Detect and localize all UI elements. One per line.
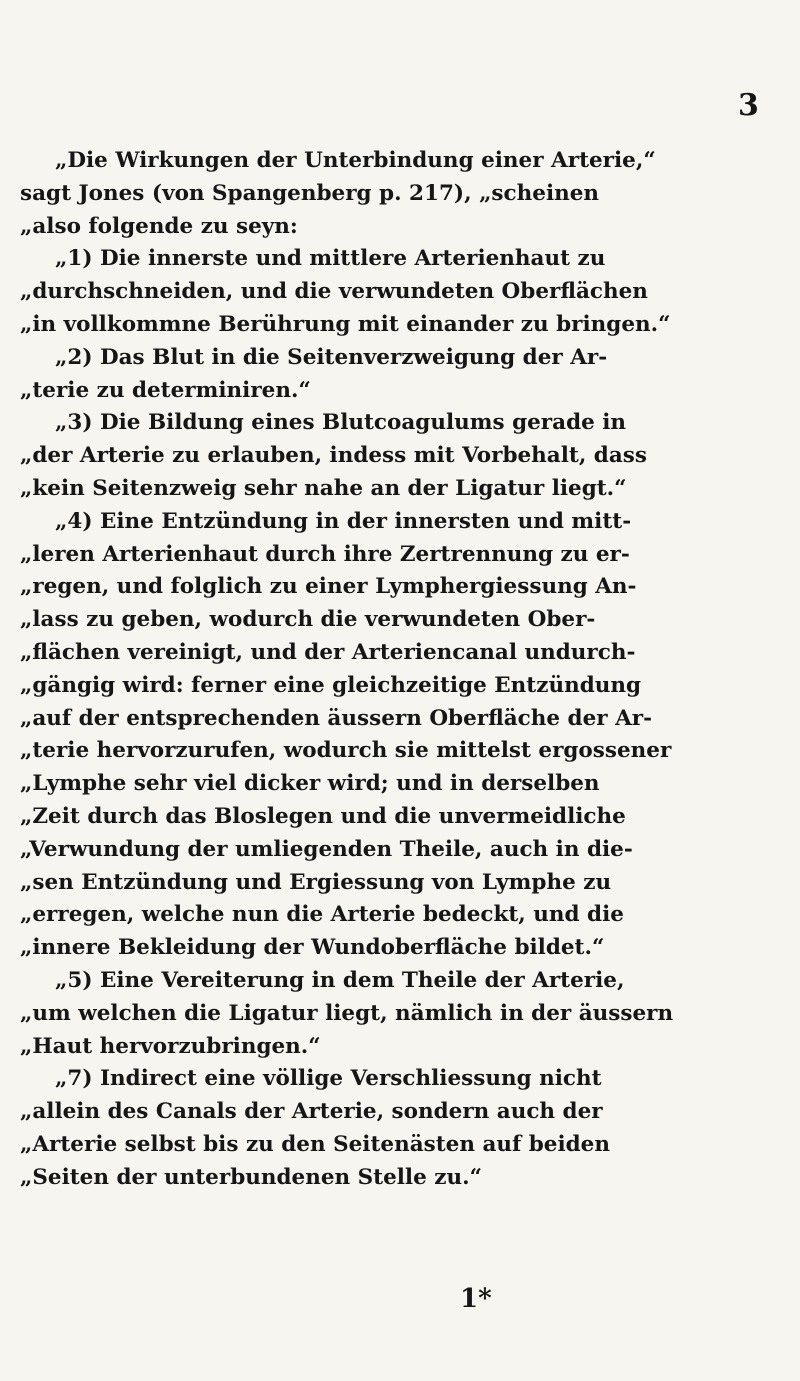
text-line: „leren Arterienhaut durch ihre Zertrennung zu er- — [20, 541, 630, 567]
text-line: „flächen vereinigt, und der Arteriencanal undurch- — [20, 639, 636, 665]
text-line: „7) Indirect eine völlige Verschliessung nicht — [55, 1066, 602, 1092]
text-line: „4) Eine Entzündung in der innersten und mitt- — [55, 508, 632, 534]
text-line: sagt Jones (von Spangenberg p. 217), „scheinen — [20, 180, 600, 206]
text-line: „Arterie selbst bis zu den Seitenästen auf beiden — [20, 1131, 610, 1157]
text-line: „allein des Canals der Arterie, sondern auch der — [20, 1099, 603, 1125]
text-line: „der Arterie zu erlauben, indess mit Vorbehalt, dass — [20, 443, 647, 469]
text-line: „Lymphe sehr viel dicker wird; und in derselben — [20, 771, 600, 797]
text-line: „auf der entsprechenden äussern Oberfläche der Ar- — [20, 705, 653, 731]
text-line: „Verwundung der umliegenden Theile, auch in die- — [20, 836, 633, 862]
text-line: „kein Seitenzweig sehr nahe an der Ligatur liegt.“ — [20, 475, 627, 501]
signature-mark: 1* — [460, 1284, 492, 1314]
text-line: „sen Entzündung und Ergiessung von Lymphe zu — [20, 869, 612, 895]
text-line: „erregen, welche nun die Arterie bedeckt, und die — [20, 902, 624, 928]
text-line: „Seiten der unterbundenen Stelle zu.“ — [20, 1164, 482, 1190]
text-line: „also folgende zu seyn: — [20, 213, 298, 239]
text-line: „in vollkommne Berührung mit einander zu bringen.“ — [20, 311, 671, 337]
text-line: „regen, und folglich zu einer Lymphergiessung An- — [20, 574, 637, 600]
text-line: „durchschneiden, und die verwundeten Oberflächen — [20, 279, 648, 305]
text-line: „5) Eine Vereiterung in dem Theile der Arterie, — [55, 967, 625, 993]
text-line: „Haut hervorzubringen.“ — [20, 1033, 321, 1059]
text-line: „2) Das Blut in die Seitenverzweigung der Ar- — [55, 344, 608, 370]
text-line: „um welchen die Ligatur liegt, nämlich in der äussern — [20, 1000, 674, 1026]
text-line: „terie hervorzurufen, wodurch sie mittelst ergossener — [20, 738, 672, 764]
text-line: „innere Bekleidung der Wundoberfläche bildet.“ — [20, 935, 605, 961]
text-line: „1) Die innerste und mittlere Arterienhaut zu — [55, 246, 606, 272]
text-line: „Zeit durch das Bloslegen und die unvermeidliche — [20, 803, 626, 829]
text-line: „gängig wird: ferner eine gleichzeitige Entzündung — [20, 672, 642, 698]
text-line: „terie zu determiniren.“ — [20, 377, 311, 403]
page-number: 3 — [738, 88, 759, 123]
text-line: „lass zu geben, wodurch die verwundeten Ober- — [20, 607, 596, 633]
text-line: „Die Wirkungen der Unterbindung einer Arterie,“ — [55, 148, 656, 173]
body-text — [20, 145, 780, 1195]
text-line: „3) Die Bildung eines Blutcoagulums gerade in — [55, 410, 627, 436]
